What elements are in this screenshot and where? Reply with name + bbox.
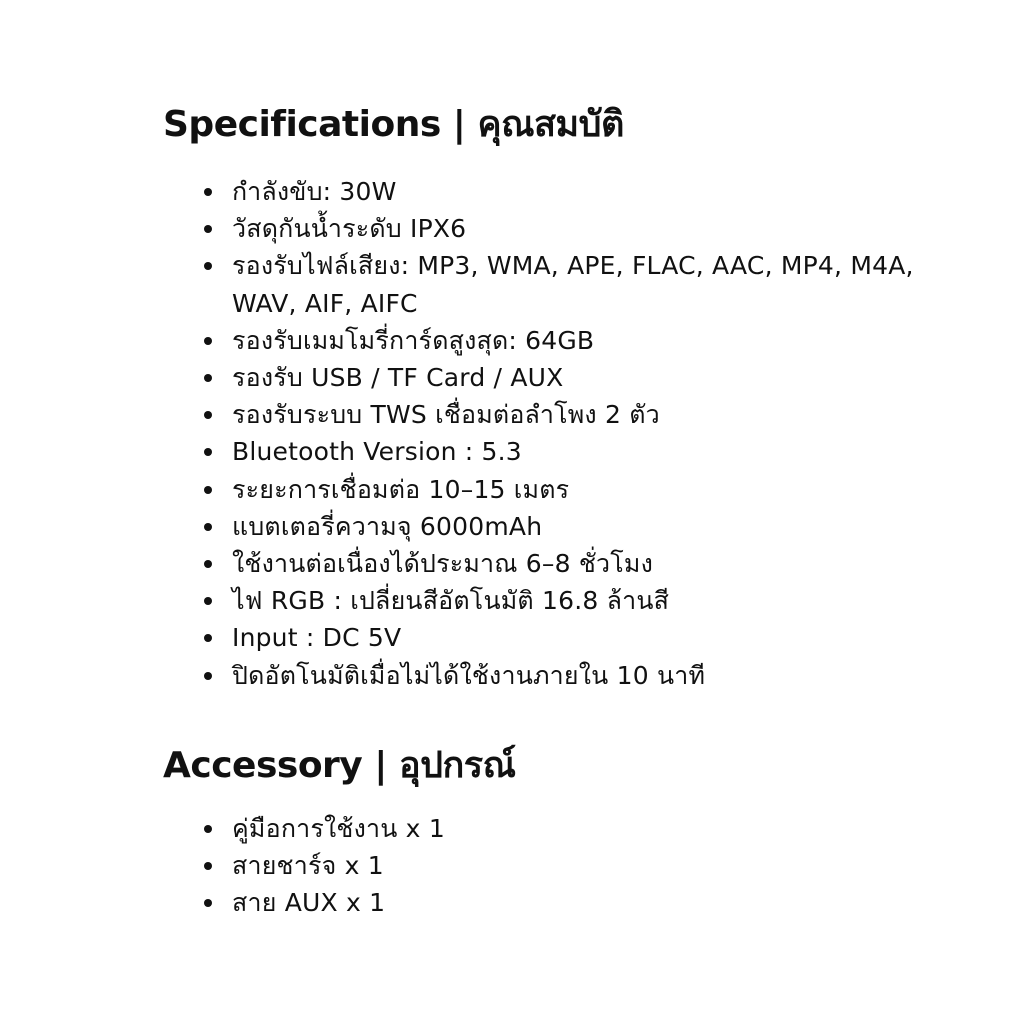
accessory-item-manual: คู่มือการใช้งาน x 1 — [200, 810, 920, 847]
spec-item-audio-formats: รองรับไฟล์เสียง: MP3, WMA, APE, FLAC, AAC, MP4, M4A, WAV, AIF, AIFC — [200, 247, 920, 321]
accessory-item-charging-cable: สายชาร์จ x 1 — [200, 847, 920, 884]
spec-item-inputs: รองรับ USB / TF Card / AUX — [200, 359, 920, 396]
accessory-item-aux-cable: สาย AUX x 1 — [200, 884, 920, 921]
spec-item-input-power: Input : DC 5V — [200, 619, 920, 656]
accessory-heading: Accessory | อุปกรณ์ — [163, 745, 516, 786]
spec-item-playtime: ใช้งานต่อเนื่องได้ประมาณ 6–8 ชั่วโมง — [200, 545, 920, 582]
spec-item-battery: แบตเตอรี่ความจุ 6000mAh — [200, 508, 920, 545]
spec-item-power: กำลังขับ: 30W — [200, 173, 920, 210]
spec-item-memory-card: รองรับเมมโมรี่การ์ดสูงสุด: 64GB — [200, 322, 920, 359]
spec-item-auto-off: ปิดอัตโนมัติเมื่อไม่ได้ใช้งานภายใน 10 นาที — [200, 657, 920, 694]
accessory-list — [200, 810, 920, 922]
spec-item-rgb: ไฟ RGB : เปลี่ยนสีอัตโนมัติ 16.8 ล้านสี — [200, 582, 920, 619]
spec-item-bluetooth: Bluetooth Version : 5.3 — [200, 433, 920, 470]
spec-item-waterproof: วัสดุกันน้ำระดับ IPX6 — [200, 210, 920, 247]
specifications-list — [200, 173, 920, 694]
spec-item-tws: รองรับระบบ TWS เชื่อมต่อลำโพง 2 ตัว — [200, 396, 920, 433]
spec-item-range: ระยะการเชื่อมต่อ 10–15 เมตร — [200, 471, 920, 508]
specifications-heading: Specifications | คุณสมบัติ — [163, 104, 624, 145]
